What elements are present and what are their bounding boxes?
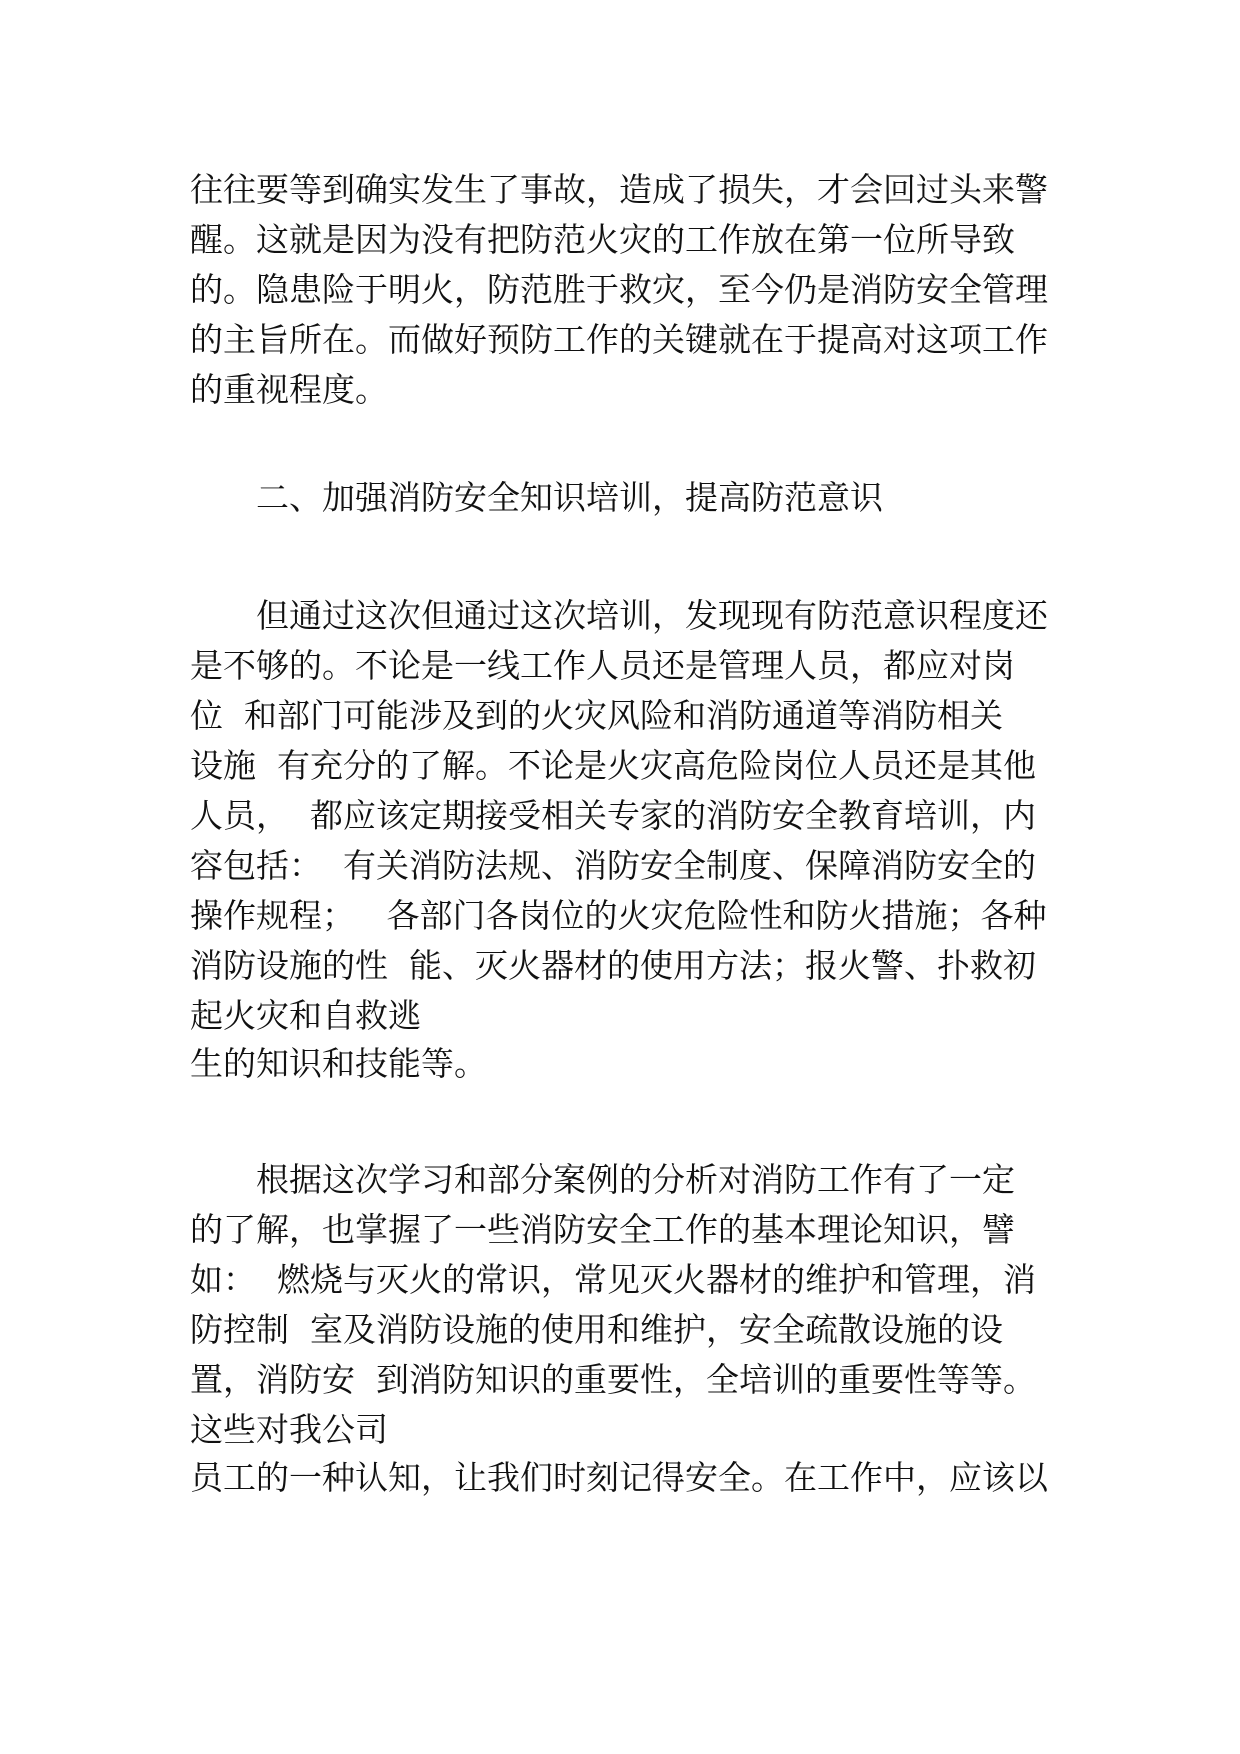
paragraph-2-line-9: 起火灾和自救逃 bbox=[190, 996, 421, 1035]
section-heading: 二、加强消防安全知识培训，提高防范意识 bbox=[256, 478, 883, 517]
paragraph-3-line-2: 的了解，也掌握了一些消防安全工作的基本理论知识，譬 bbox=[190, 1210, 1015, 1249]
paragraph-2-line-2: 是不够的。不论是一线工作人员还是管理人员，都应对岗 bbox=[190, 646, 1015, 685]
paragraph-1-line-5: 的重视程度。 bbox=[190, 370, 388, 409]
paragraph-2-line-8: 消防设施的性 能、灭火器材的使用方法；报火警、扑救初 bbox=[190, 946, 1036, 985]
paragraph-2-line-6: 容包括： 有关消防法规、消防安全制度、保障消防安全的 bbox=[190, 846, 1036, 885]
paragraph-1-line-2: 醒。这就是因为没有把防范火灾的工作放在第一位所导致 bbox=[190, 220, 1015, 259]
paragraph-1-line-4: 的主旨所在。而做好预防工作的关键就在于提高对这项工作 bbox=[190, 320, 1048, 359]
paragraph-1-line-3: 的。隐患险于明火，防范胜于救灾，至今仍是消防安全管理 bbox=[190, 270, 1048, 309]
paragraph-3-line-3: 如： 燃烧与灭火的常识，常见灭火器材的维护和管理，消 bbox=[190, 1260, 1036, 1299]
paragraph-2-line-1: 但通过这次但通过这次培训，发现现有防范意识程度还 bbox=[256, 596, 1048, 635]
paragraph-3-line-6: 这些对我公司 bbox=[190, 1410, 388, 1449]
paragraph-3-line-5: 置，消防安 到消防知识的重要性，全培训的重要性等等。 bbox=[190, 1360, 1036, 1399]
paragraph-3-line-1: 根据这次学习和部分案例的分析对消防工作有了一定 bbox=[256, 1160, 1015, 1199]
paragraph-2-line-5: 人员， 都应该定期接受相关专家的消防安全教育培训，内 bbox=[190, 796, 1036, 835]
paragraph-2-line-10: 生的知识和技能等。 bbox=[190, 1044, 487, 1083]
paragraph-3-line-7: 员工的一种认知，让我们时刻记得安全。在工作中，应该以 bbox=[190, 1458, 1048, 1497]
paragraph-3-line-4: 防控制 室及消防设施的使用和维护，安全疏散设施的设 bbox=[190, 1310, 1003, 1349]
paragraph-2-line-7: 操作规程； 各部门各岗位的火灾危险性和防火措施；各种 bbox=[190, 896, 1047, 935]
paragraph-1-line-1: 往往要等到确实发生了事故，造成了损失，才会回过头来警 bbox=[190, 170, 1048, 209]
paragraph-2-line-4: 设施 有充分的了解。不论是火灾高危险岗位人员还是其他 bbox=[190, 746, 1036, 785]
paragraph-2-line-3: 位 和部门可能涉及到的火灾风险和消防通道等消防相关 bbox=[190, 696, 1003, 735]
